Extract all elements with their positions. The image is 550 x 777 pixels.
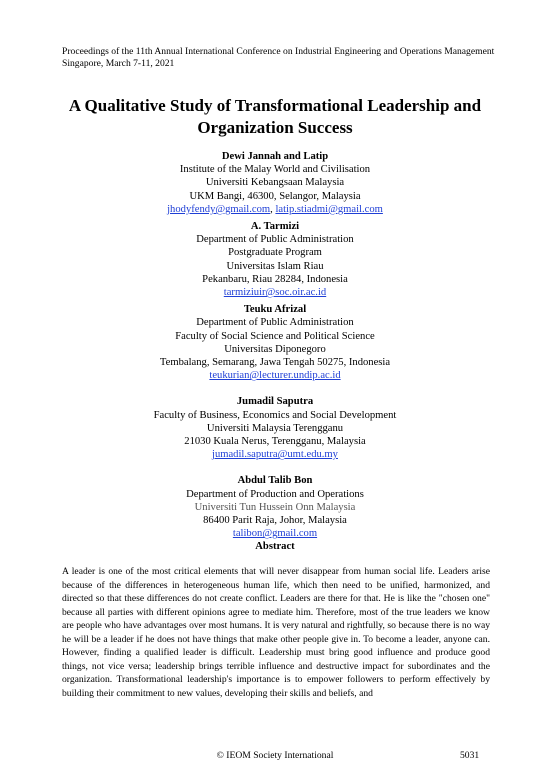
affiliation-line: Universitas Diponegoro — [224, 343, 326, 355]
author-name: Dewi Jannah and Latip — [221, 151, 329, 162]
abstract-text: A leader is one of the most critical elements that will never disappear from human social life. Leaders arise because of the differences in heterogeneous human life, which then need to be unified, harmonized, and directed so that these differences do not create conflict. Leaders are there for that. He is like the "chosen one" because all parties with different opinions agree to mediate him. Therefore, most of the true leaders we know are people who have advantages over most humans. It is very natural and rightfully, so because there is no way he will be a leader if he does not have things that make other people give in. To become a leader, anyone can. However, finding a qualified leader is difficult. Leadership must bring good influence and produce good things, not vice versa; leadership brings terrible influence and destructive impact for subordinates and the organization. Transformational leadership's importance is to empower followers to perform effectively by building their commitment to new values, developing their skills and beliefs, and — [62, 566, 490, 699]
affiliation-line: Universiti Kebangsaan Malaysia — [205, 177, 345, 189]
email-separator: , — [270, 203, 276, 215]
affiliation-line: Universitas Islam Riau — [226, 260, 324, 272]
affiliation-line: Institute of the Malay World and Civilisation — [179, 164, 371, 176]
affiliation-line: Universiti Malaysia Terengganu — [206, 422, 344, 434]
affiliation-line: Tembalang, Semarang, Jawa Tengah 50275, Indonesia — [159, 357, 391, 369]
author-email-link[interactable]: jumadil.saputra@umt.edu.my — [212, 449, 338, 461]
affiliation-line: 86400 Parit Raja, Johor, Malaysia — [203, 515, 347, 527]
author-name: Jumadil Saputra — [236, 396, 314, 408]
author-name: Teuku Afrizal — [243, 304, 307, 316]
author-block — [0, 150, 550, 216]
author-list — [0, 150, 550, 540]
affiliation-line: Pekanbaru, Riau 28284, Indonesia — [202, 273, 348, 285]
affiliation-line: Department of Production and Operations — [186, 488, 364, 500]
page-number: 5031 — [460, 750, 480, 761]
author-block — [0, 474, 550, 540]
author-email-link[interactable]: talibon@gmail.com — [232, 528, 318, 540]
affiliation-line: UKM Bangi, 46300, Selangor, Malaysia — [189, 190, 361, 202]
title-line-1: A Qualitative Study of Transformational Leadership and — [68, 96, 482, 115]
author-name: Abdul Talib Bon — [237, 475, 313, 487]
author-block — [0, 220, 550, 299]
affiliation-line: Faculty of Business, Economics and Social Development — [153, 409, 397, 421]
affiliation-line: Department of Public Administration — [196, 317, 354, 329]
author-name: A. Tarmizi — [250, 221, 300, 233]
affiliation-line: Department of Public Administration — [196, 234, 354, 246]
proceedings-header — [62, 46, 502, 71]
footer-copyright: © IEOM Society International — [216, 750, 334, 761]
author-emails — [0, 203, 550, 216]
affiliation-line: 21030 Kuala Nerus, Terengganu, Malaysia — [184, 436, 366, 448]
affiliation-line: Universiti Tun Hussein Onn Malaysia — [194, 501, 356, 513]
abstract-heading: Abstract — [255, 541, 295, 552]
paper-title — [40, 95, 510, 138]
author-block — [0, 395, 550, 461]
author-email-link[interactable]: latip.stiadmi@gmail.com — [275, 203, 383, 215]
author-email-link[interactable]: tarmiziuir@soc.oir.ac.id — [223, 287, 327, 299]
author-block — [0, 303, 550, 382]
title-line-2: Organization Success — [197, 117, 353, 137]
author-email-link[interactable]: teukurian@lecturer.undip.ac.id — [209, 370, 341, 382]
affiliation-line: Faculty of Social Science and Political Science — [175, 330, 375, 342]
author-email-link[interactable]: jhodyfendy@gmail.com — [167, 203, 271, 215]
header-line-1: Proceedings of the 11th Annual International Conference on Industrial Engineering and Operations Management — [62, 46, 495, 57]
affiliation-line: Postgraduate Program — [228, 247, 322, 259]
header-line-2: Singapore, March 7-11, 2021 — [62, 58, 175, 70]
